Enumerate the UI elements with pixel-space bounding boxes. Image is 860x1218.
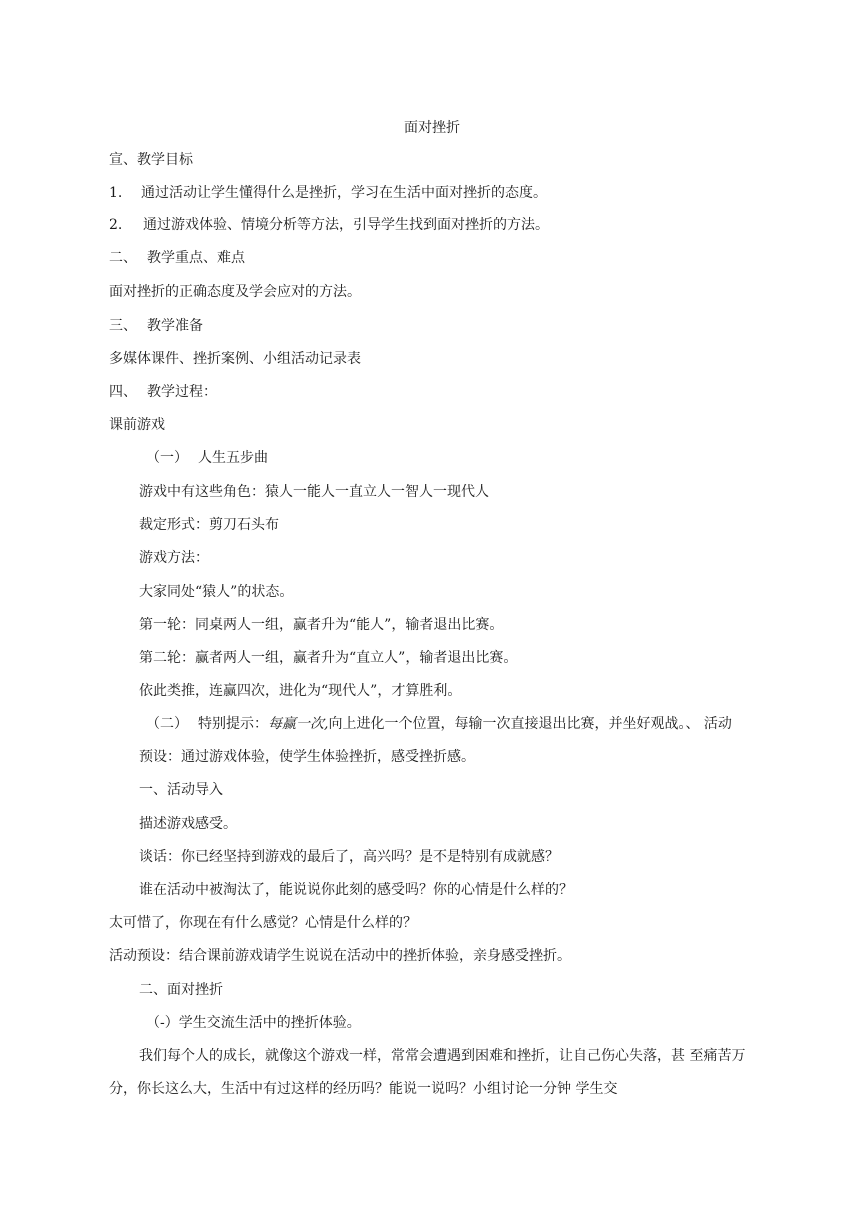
objective-item-2-number: 2.	[109, 217, 123, 233]
pregame-sub-2-lead: 特别提示：	[198, 716, 268, 732]
part-2-heading: 二、面对挫折	[139, 982, 223, 998]
key-points-body: 面对挫折的正确态度及学会应对的方法。	[109, 284, 361, 300]
objective-item-2-text: 通过游戏体验、情境分析等方法，引导学生找到面对挫折的方法。	[143, 217, 549, 233]
pregame-sub-1-text: 人生五步曲	[198, 450, 268, 466]
section-4-number: 四、	[109, 384, 137, 400]
preparation-body: 多媒体课件、挫折案例、小组活动记录表	[109, 351, 361, 367]
part-2-paragraph-line-2: 分，你长这么大，生活中有过这样的经历吗？能说一说吗？小组讨论一分钟 学生交	[109, 1081, 618, 1097]
game-step-2: 第二轮：赢者两人一组，赢者升为“直立人”，输者退出比赛。	[139, 650, 518, 666]
section-3-heading: 教学准备	[147, 318, 203, 334]
part-1-line-2: 谈话：你已经坚持到游戏的最后了，高兴吗？是不是特别有成就感？	[139, 849, 559, 865]
pregame-sub-2-italic: 每赢一次,	[268, 716, 329, 732]
pregame-subheading-1	[146, 449, 268, 467]
game-roles: 游戏中有这些角色：猿人一能人一直立人一智人一现代人	[139, 484, 489, 500]
objective-item-1-number: 1.	[109, 185, 123, 201]
part-1-line-4: 太可惜了，你现在有什么感觉？心情是什么样的？	[109, 915, 417, 931]
part-1-line-5: 活动预设：结合课前游戏请学生说说在活动中的挫折体验，亲身感受挫折。	[109, 948, 571, 964]
pregame-subheading-2	[146, 715, 732, 733]
part-1-line-3: 谁在活动中被淘汰了，能说说你此刻的感受吗？你的心情是什么样的？	[139, 882, 573, 898]
section-heading-preparation	[109, 317, 203, 335]
section-heading-key-points	[109, 249, 245, 267]
section-4-heading: 教学过程：	[147, 384, 217, 400]
pregame-sub-2-rest: 向上进化一个位置，每输一次直接退出比赛，并坐好观战。、 活动	[328, 716, 732, 732]
game-step-3: 依此类推，连赢四次，进化为“现代人”，才算胜利。	[139, 683, 462, 699]
game-step-1: 第一轮：同桌两人一组，赢者升为“能人”，输者退出比赛。	[139, 617, 504, 633]
document-title: 面对挫折	[404, 120, 460, 136]
section-heading-objectives: 宣、教学目标	[109, 152, 193, 168]
pregame-sub-1-number: （一）	[146, 450, 188, 466]
section-2-heading: 教学重点、难点	[147, 250, 245, 266]
part-1-heading: 一、活动导入	[139, 782, 223, 798]
game-method-label: 游戏方法：	[139, 550, 209, 566]
part-1-line-1: 描述游戏感受。	[139, 816, 237, 832]
objective-item-2	[109, 216, 549, 234]
game-preset: 预设：通过游戏体验，使学生体验挫折，感受挫折感。	[139, 749, 475, 765]
part-2-subheading: （-）学生交流生活中的挫折体验。	[146, 1015, 361, 1031]
pregame-sub-2-number: （二）	[146, 716, 188, 732]
part-2-paragraph-line-1: 我们每个人的成长，就像这个游戏一样，常常会遭遇到困难和挫折，让自己伤心失落，甚 至痛苦万	[139, 1048, 746, 1064]
game-step-0: 大家同处“猿人”的状态。	[139, 584, 294, 600]
section-2-number: 二、	[109, 250, 137, 266]
section-heading-process	[109, 383, 217, 401]
pregame-heading: 课前游戏	[109, 417, 165, 433]
objective-item-1	[109, 184, 547, 202]
objective-item-1-text: 通过活动让学生懂得什么是挫折，学习在生活中面对挫折的态度。	[141, 185, 547, 201]
game-judge-rule: 裁定形式：剪刀石头布	[139, 517, 279, 533]
section-3-number: 三、	[109, 318, 137, 334]
